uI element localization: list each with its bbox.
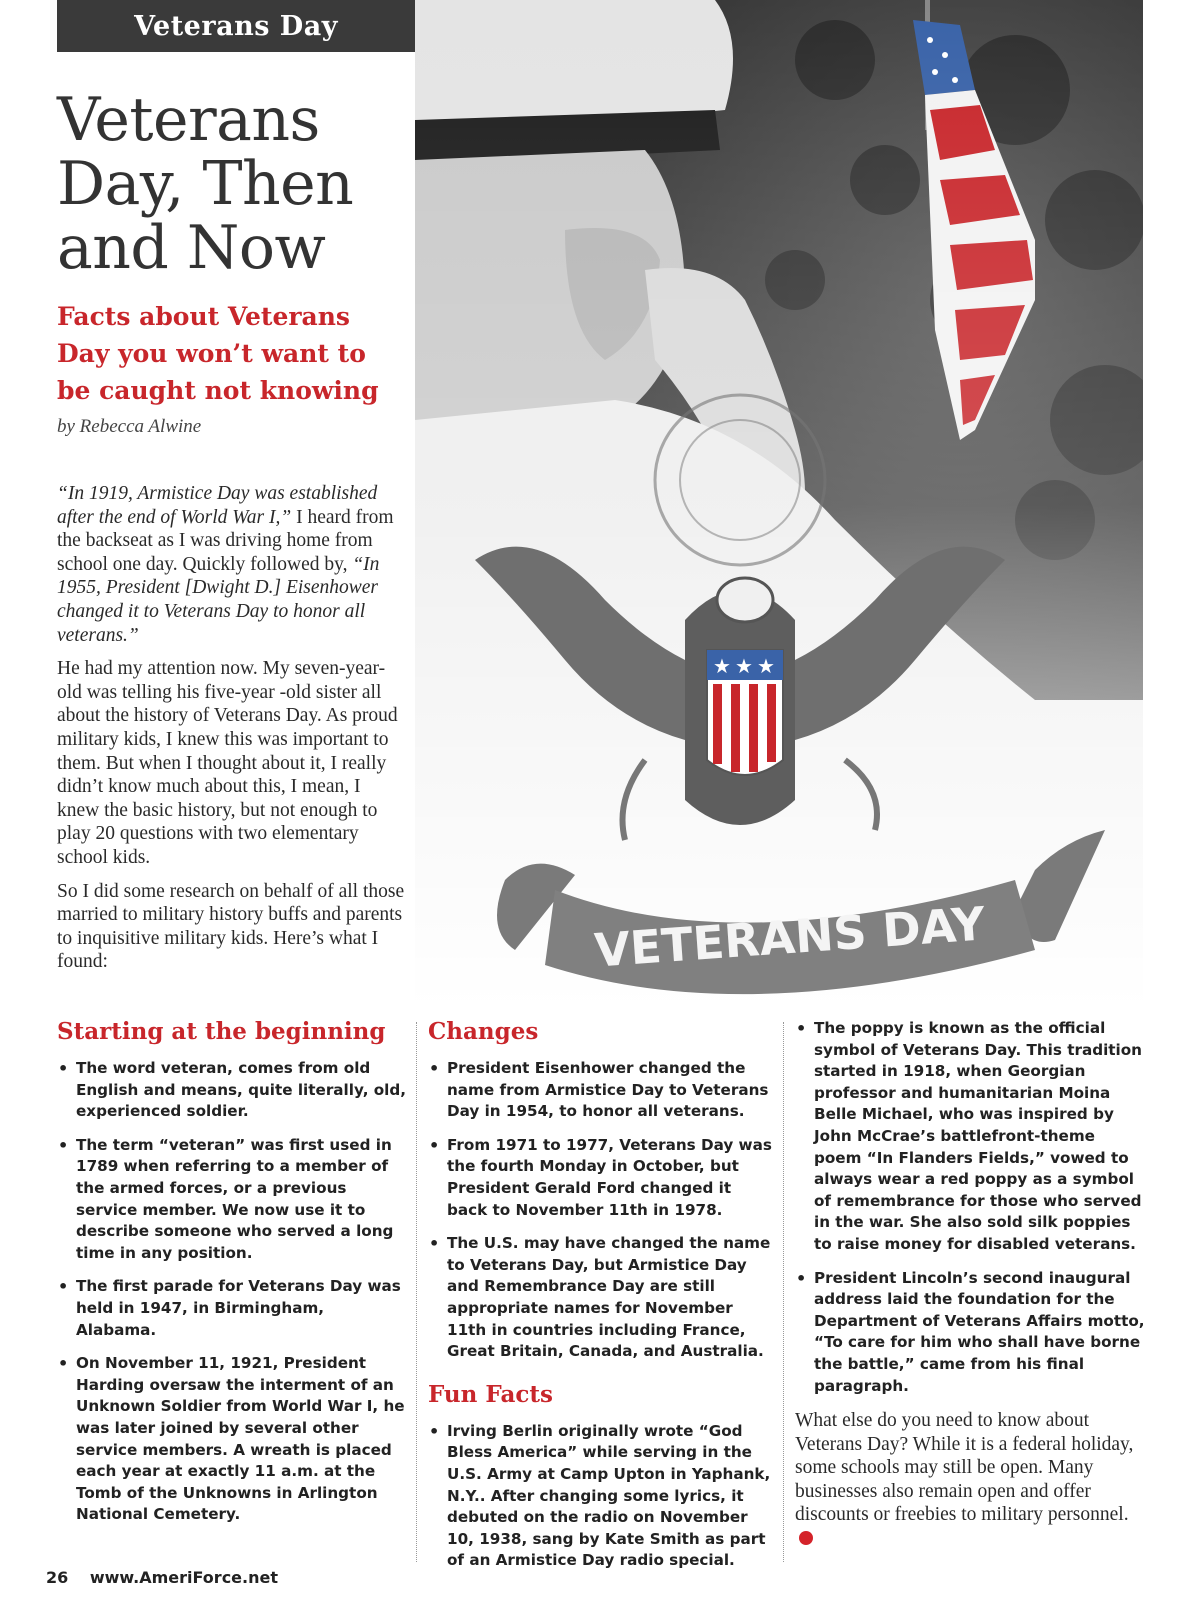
end-mark-icon [799,1531,813,1545]
column-changes [428,1018,772,1584]
intro-body [57,482,407,984]
list-item: • President Lincoln’s second inaugural address laid the foundation for the Department of Veterans Affairs motto, “To care for him who shall have borne the battle,” came from his final paragraph. [795,1268,1145,1398]
section-tag: Veterans Day [57,0,415,52]
list-item: • The U.S. may have changed the name to Veterans Day, but Armistice Day and Remembrance Day are still appropriate names for November 11th in countries including France, Great Britain, Canada, and Australia. [428,1233,772,1363]
article-title: Veterans Day, Then and Now [57,85,354,283]
list-item: • From 1971 to 1977, Veterans Day was the fourth Monday in October, but President Gerald Ford changed it back to November 11th in 1978. [428,1135,772,1221]
svg-text:★: ★ [713,654,731,678]
column-more [795,1018,1145,1551]
list-item: • The first parade for Veterans Day was held in 1947, in Birmingham, Alabama. [57,1276,407,1341]
page-number: 26 [46,1568,69,1587]
intro-paragraph-2: He had my attention now. My seven-year-old was telling his five-year -old sister all about the history of Veterans Day. As proud military kids, I knew this was important to them. But when I thought about it, I really didn’t know much about this, I mean, I knew the basic history, but not enough to play 20 questions with two elementary school kids. [57,658,398,868]
byline: by Rebecca Alwine [57,416,202,437]
section-heading-fun-facts: Fun Facts [428,1380,553,1408]
intro-paragraph-3: So I did some research on behalf of all those married to military history buffs and parents to inquisitive military kids. Here’s what I found: [57,880,405,973]
svg-text:VETERANS DAY: VETERANS DAY [592,896,987,978]
intro-paragraph-1: “In 1919, Armistice Day was established after the end of World War I,” I heard from the backseat as I was driving home from school one day. Quickly followed by, “In 1955, President [Dwight D.] Eisenhower changed it to Veterans Day to honor all veterans.” [57,483,394,646]
section-heading-beginning: Starting at the beginning [57,1018,386,1045]
list-item: • Irving Berlin originally wrote “God Bless America” while serving in the U.S. Army at Camp Upton in Yaphank, N.Y.. After changing some lyrics, it debuted on the radio on November 10, 1938, sang by Kate Smith as part of an Armistice Day radio special. [428,1421,772,1572]
svg-text:★: ★ [757,654,775,678]
column-beginning [57,1018,407,1538]
list-item: • The poppy is known as the official symbol of Veterans Day. This tradition started in 1918, when Georgian professor and humanitarian Moina Belle Michael, who was inspired by John McCrae’s battlefront-theme poem “In Flanders Fields,” vowed to always wear a red poppy as a symbol of remembrance for those who served in the war. She also sold silk poppies to raise money for disabled veterans. [795,1018,1145,1256]
column-divider [783,1022,784,1562]
closing-paragraph: What else do you need to know about Veterans Day? While it is a federal holiday, some schools may still be open. Many businesses also remain open and offer discounts or freebies to military personnel. [795,1409,1145,1551]
svg-text:★: ★ [735,654,753,678]
list-item: • The word veteran, comes from old English and means, quite literally, old, experienced soldier. [57,1058,407,1123]
list-item: • President Eisenhower changed the name from Armistice Day to Veterans Day in 1954, to honor all veterans. [428,1058,772,1123]
section-heading-changes: Changes [428,1018,539,1045]
hero-image [415,0,1143,1010]
list-item: • On November 11, 1921, President Harding oversaw the interment of an Unknown Soldier from World War I, he was later joined by several other service members. A wreath is placed each year at exactly 11 a.m. at the Tomb of the Unknowns in Arlington National Cemetery. [57,1353,407,1526]
column-divider [416,1022,417,1562]
website-link[interactable]: www.AmeriForce.net [89,1568,278,1587]
page-footer [46,1568,278,1587]
article-subtitle: Facts about Veterans Day you won’t want to be caught not knowing [57,302,379,405]
photo-fade [415,0,1143,1010]
list-item: • The term “veteran” was first used in 1789 when referring to a member of the armed forces, or a previous service member. We now use it to describe someone who served a long time in any position. [57,1135,407,1265]
